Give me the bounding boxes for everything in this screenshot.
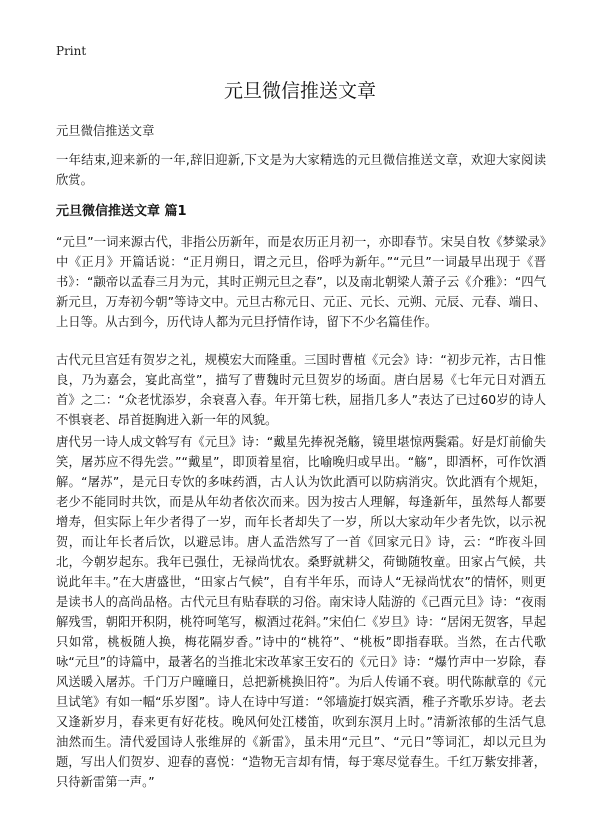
body-paragraph-3: 唐代另一诗人成文斡写有《元旦》诗：“戴星先捧祝尧觞，镜里堪惊两鬓霜。好是灯前偷失笑，屠苏应不得先尝。”“戴星”，即顶着星宿，比喻晚归或早出。“觞”，即酒杯，可作饮酒解。“屠苏”，是元日专饮的多味药酒，古人认为饮此酒可以防病消灾。饮此酒有个规矩，老少不能同时共饮，而是从年幼者依次而来。因为按古人理解，每逢新年，虽然每人都要增寿，但实际上年少者得了一岁，而年长者却失了一岁，所以大家动年少者先饮，以示祝贺，而让年长者后饮，以避忌讳。唐人孟浩然写了一首《回家元日》诗，云：“昨夜斗回北，今朝岁起东。我年已强仕，无禄尚忧农。桑野就耕父，荷锄随牧童。田家占气候，共说此年丰。”在大唐盛世，“田家占气候”，自有半年乐，而诗人“无禄尚忧农”的情怀，则更是读书人的高尚品格。古代元旦有贴春联的习俗。南宋诗人陆游的《己酉元旦》诗：“夜雨解残雪，朝阳开积阴，桃符呵笔写，椒酒过花斜。”宋伯仁《岁旦》诗：“居闲无贺客，早起只如常，桃板随人换，梅花隔岁香。”诗中的“桃符”、“桃板”即指春联。当然，在古代歌咏“元旦”的诗篇中，最著名的当推北宋改革家王安石的《元日》诗：“爆竹声中一岁除，春风送暖入屠苏。千门万户曈曈日，总把新桃换旧符”。为后人传诵不衰。明代陈献章的《元旦试笔》有如一幅“乐岁图”。诗人在诗中写道：“邻墙旋打娱宾酒，稚子齐歌乐岁诗。老去又逢新岁月，春来更有好花枝。晚风何处江楼笛，吹到东溟月上时。”清新浓郁的生活气息油然而生。清代爱国诗人张维屏的《新雷》，虽未用“元旦”、“元日”等词汇，却以元旦为题，写出人们贺岁、迎春的喜悦：“造物无言却有情，每于寒尽觉春生。千红万紫安排著，只待新雷第一声。” <box>56 435 546 789</box>
intro-paragraph: 一年结束,迎来新的一年,辞旧迎新,下文是为大家精选的元旦微信推送文章，欢迎大家阅读欣赏。 <box>56 153 546 187</box>
section-heading: 元旦微信推送文章 篇1 <box>56 204 187 219</box>
body-paragraph-1: “元旦”一词来源古代，非指公历新年，而是农历正月初一，亦即春节。宋吴自牧《梦粱录》中《正月》开篇话说：“正月朔日，谓之元旦，俗呼为新年。”“元旦”一词最早出现于《晋书》：“颛帝以孟春三月为元，其时正朔元旦之春”，以及南北朝梁人萧子云《介雅》：“四气新元旦，万寿初今朝”等诗文中。元旦古称元日、元正、元长、元朔、元辰、元春、端日、上日等。从古到今，历代诗人都为元旦抒情作诗，留下不少名篇佳作。 <box>56 235 546 329</box>
article-subtitle: 元旦微信推送文章 <box>56 124 155 138</box>
page-title: 元旦微信推送文章 <box>223 80 376 102</box>
print-link[interactable]: Print <box>56 44 87 58</box>
body-paragraph-2: 古代元旦宫廷有贺岁之礼，规模宏大而隆重。三国时曹植《元会》诗：“初步元祚，古日惟良，乃为嘉会，宴此高堂”，描写了曹魏时元旦贺岁的场面。唐白居易《七年元日对酒五首》之二：“众老忧添岁，余衰喜入春。年开第七秩，屈指几多人”表达了已过60岁的诗人不惧衰老、昂首挺胸进入新一年的风貌。 <box>56 353 546 427</box>
